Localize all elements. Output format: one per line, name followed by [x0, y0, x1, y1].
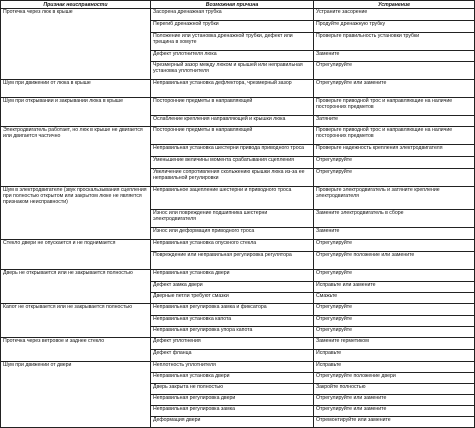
- cause-cell: Засорена дренажная трубка: [151, 9, 314, 21]
- table-row: [1, 157, 475, 169]
- remedy-cell: Отрегулируйте: [314, 240, 475, 252]
- symptom-cell: [1, 316, 151, 327]
- symptom-cell: Электродвигатель работает, но люк в крыше не двигается или двигается частично: [1, 127, 151, 145]
- symptom-cell: [1, 51, 151, 62]
- symptom-cell: [1, 210, 151, 228]
- table-row: [1, 116, 475, 127]
- cause-cell: Увеличение сопротивления скольжению крышки люка из-за ее неправильной регулировки: [151, 169, 314, 187]
- remedy-cell: Отрегулируйте или замените: [314, 406, 475, 417]
- table-row: [1, 362, 475, 373]
- table-row: [1, 252, 475, 270]
- remedy-cell: Проверьте правильность установки трубки: [314, 33, 475, 51]
- cause-cell: Неправильная регулировка упора капота: [151, 327, 314, 338]
- cause-cell: Повреждение или неправильная регулировка регулятора: [151, 252, 314, 270]
- remedy-cell: Затяните: [314, 116, 475, 127]
- cause-cell: Неправильная установка двери: [151, 373, 314, 384]
- symptom-cell: [1, 33, 151, 51]
- symptom-cell: Протечка через люк в крыше: [1, 9, 151, 21]
- header-cause: Возможная причина: [151, 1, 314, 9]
- symptom-cell: Дверь не открывается или не закрывается полностью: [1, 270, 151, 282]
- cause-cell: Деформация двери: [151, 417, 314, 428]
- symptom-cell: Шум при открывании и закрывании люка в крыше: [1, 98, 151, 116]
- remedy-cell: Проверьте электродвигатель и затяните крепление электродвигателя: [314, 187, 475, 210]
- remedy-cell: Отрегулируйте: [314, 304, 475, 316]
- symptom-cell: [1, 406, 151, 417]
- table-row: [1, 282, 475, 293]
- table-row: [1, 240, 475, 252]
- cause-cell: Неправильная установка двери: [151, 270, 314, 282]
- remedy-cell: Замените: [314, 51, 475, 62]
- remedy-cell: Отрегулируйте: [314, 157, 475, 169]
- symptom-cell: Протечка через ветровое и заднее стекло: [1, 338, 151, 350]
- symptom-cell: Шум при движении от двери: [1, 362, 151, 373]
- cause-cell: Неправильная регулировка двери: [151, 395, 314, 406]
- symptom-cell: [1, 373, 151, 384]
- table-row: [1, 169, 475, 187]
- cause-cell: Неправильная установка дефлектора, чрезмерный зазор: [151, 80, 314, 98]
- table-body: [1, 9, 475, 428]
- symptom-cell: [1, 62, 151, 80]
- table-row: [1, 406, 475, 417]
- symptom-cell: [1, 395, 151, 406]
- cause-cell: Неплотность уплотнителя: [151, 362, 314, 373]
- cause-cell: Дефект замка двери: [151, 282, 314, 293]
- remedy-cell: Отрегулируйте: [314, 316, 475, 327]
- table-row: [1, 228, 475, 240]
- symptom-cell: [1, 327, 151, 338]
- remedy-cell: Отрегулируйте: [314, 270, 475, 282]
- symptom-cell: [1, 282, 151, 293]
- symptom-cell: Шум в электродвигателе (звук проскальзывания сцепления при полностью открытом или закрытом люке не является признаком неисправности): [1, 187, 151, 210]
- remedy-cell: Исправьте: [314, 350, 475, 362]
- cause-cell: Дверные петли требуют смазки: [151, 293, 314, 304]
- symptom-cell: Капот не открывается или не закрывается полностью: [1, 304, 151, 316]
- symptom-cell: [1, 384, 151, 395]
- cause-cell: Неправильное зацепление шестерни и приводного троса: [151, 187, 314, 210]
- remedy-cell: Продуйте дренажную трубку: [314, 21, 475, 33]
- table-row: [1, 51, 475, 62]
- symptom-cell: [1, 228, 151, 240]
- cause-cell: Чрезмерный зазор между люком и крышей или неправильная установка уплотнителя: [151, 62, 314, 80]
- table-row: [1, 62, 475, 80]
- symptom-cell: [1, 293, 151, 304]
- remedy-cell: Замените: [314, 228, 475, 240]
- remedy-cell: Отрегулируйте положение или замените: [314, 252, 475, 270]
- remedy-cell: Отрегулируйте или замените: [314, 395, 475, 406]
- symptom-cell: [1, 157, 151, 169]
- symptom-cell: [1, 417, 151, 428]
- table-row: [1, 316, 475, 327]
- symptom-cell: [1, 145, 151, 157]
- table-row: [1, 350, 475, 362]
- table-row: [1, 338, 475, 350]
- remedy-cell: Отрегулируйте: [314, 169, 475, 187]
- cause-cell: Посторонние предметы в направляющей: [151, 127, 314, 145]
- remedy-cell: Проверьте приводной трос и направляющие на наличие посторонних предметов: [314, 98, 475, 116]
- cause-cell: Дефект уплотнителя люка: [151, 51, 314, 62]
- symptom-cell: [1, 21, 151, 33]
- cause-cell: Положение или установка дренажной трубки, дефект или трещина в хомуте: [151, 33, 314, 51]
- remedy-cell: Замените электродвигатель в сборе: [314, 210, 475, 228]
- symptom-cell: Стекло двери не опускается и не поднимается: [1, 240, 151, 252]
- table-row: [1, 304, 475, 316]
- table-row: [1, 210, 475, 228]
- cause-cell: Неправильная регулировка замка и фиксатора: [151, 304, 314, 316]
- table-row: [1, 373, 475, 384]
- table-row: [1, 80, 475, 98]
- table-row: [1, 327, 475, 338]
- remedy-cell: Отрегулируйте положение двери: [314, 373, 475, 384]
- table-row: [1, 98, 475, 116]
- remedy-cell: Отрегулируйте: [314, 62, 475, 80]
- cause-cell: Дверь закрыта не полностью: [151, 384, 314, 395]
- cause-cell: Дефект уплотнения: [151, 338, 314, 350]
- table-row: [1, 270, 475, 282]
- cause-cell: Неправильная установка опускного стекла: [151, 240, 314, 252]
- table-row: [1, 33, 475, 51]
- cause-cell: Ослабление крепления направляющей и крышки люка: [151, 116, 314, 127]
- header-remedy: Устранение: [314, 1, 475, 9]
- symptom-cell: [1, 169, 151, 187]
- remedy-cell: Исправьте или замените: [314, 282, 475, 293]
- cause-cell: Неправильная установка шестерни привода приводного троса: [151, 145, 314, 157]
- symptom-cell: Шум при движении от люка в крыше: [1, 80, 151, 98]
- cause-cell: Износ или деформация приводного троса: [151, 228, 314, 240]
- remedy-cell: Отрегулируйте: [314, 327, 475, 338]
- table-row: [1, 127, 475, 145]
- table-row: [1, 293, 475, 304]
- cause-cell: Посторонние предметы в направляющей: [151, 98, 314, 116]
- remedy-cell: Замените герметиком: [314, 338, 475, 350]
- table-row: [1, 395, 475, 406]
- remedy-cell: Проверьте надежность крепления электродвигателя: [314, 145, 475, 157]
- cause-cell: Износ или повреждение подшипника шестерни электродвигателя: [151, 210, 314, 228]
- cause-cell: Перегиб дренажной трубки: [151, 21, 314, 33]
- cause-cell: Уменьшение величины момента срабатывания сцепления: [151, 157, 314, 169]
- remedy-cell: Смажьте: [314, 293, 475, 304]
- table-row: [1, 21, 475, 33]
- table-row: [1, 9, 475, 21]
- cause-cell: Неправильная установка капота: [151, 316, 314, 327]
- symptom-cell: [1, 252, 151, 270]
- table-header-row: [1, 1, 475, 9]
- remedy-cell: Отремонтируйте или замените: [314, 417, 475, 428]
- table-row: [1, 145, 475, 157]
- symptom-cell: [1, 116, 151, 127]
- table-row: [1, 384, 475, 395]
- header-symptom: Признак неисправности: [1, 1, 151, 9]
- table-row: [1, 417, 475, 428]
- remedy-cell: Исправьте: [314, 362, 475, 373]
- table-row: [1, 187, 475, 210]
- remedy-cell: Устраните засорение: [314, 9, 475, 21]
- symptom-cell: [1, 350, 151, 362]
- remedy-cell: Отрегулируйте или замените: [314, 80, 475, 98]
- cause-cell: Неправильная регулировка замка: [151, 406, 314, 417]
- cause-cell: Дефект фланца: [151, 350, 314, 362]
- remedy-cell: Проверьте приводной трос и направляющие на наличие посторонних предметов: [314, 127, 475, 145]
- remedy-cell: Закройте полностью: [314, 384, 475, 395]
